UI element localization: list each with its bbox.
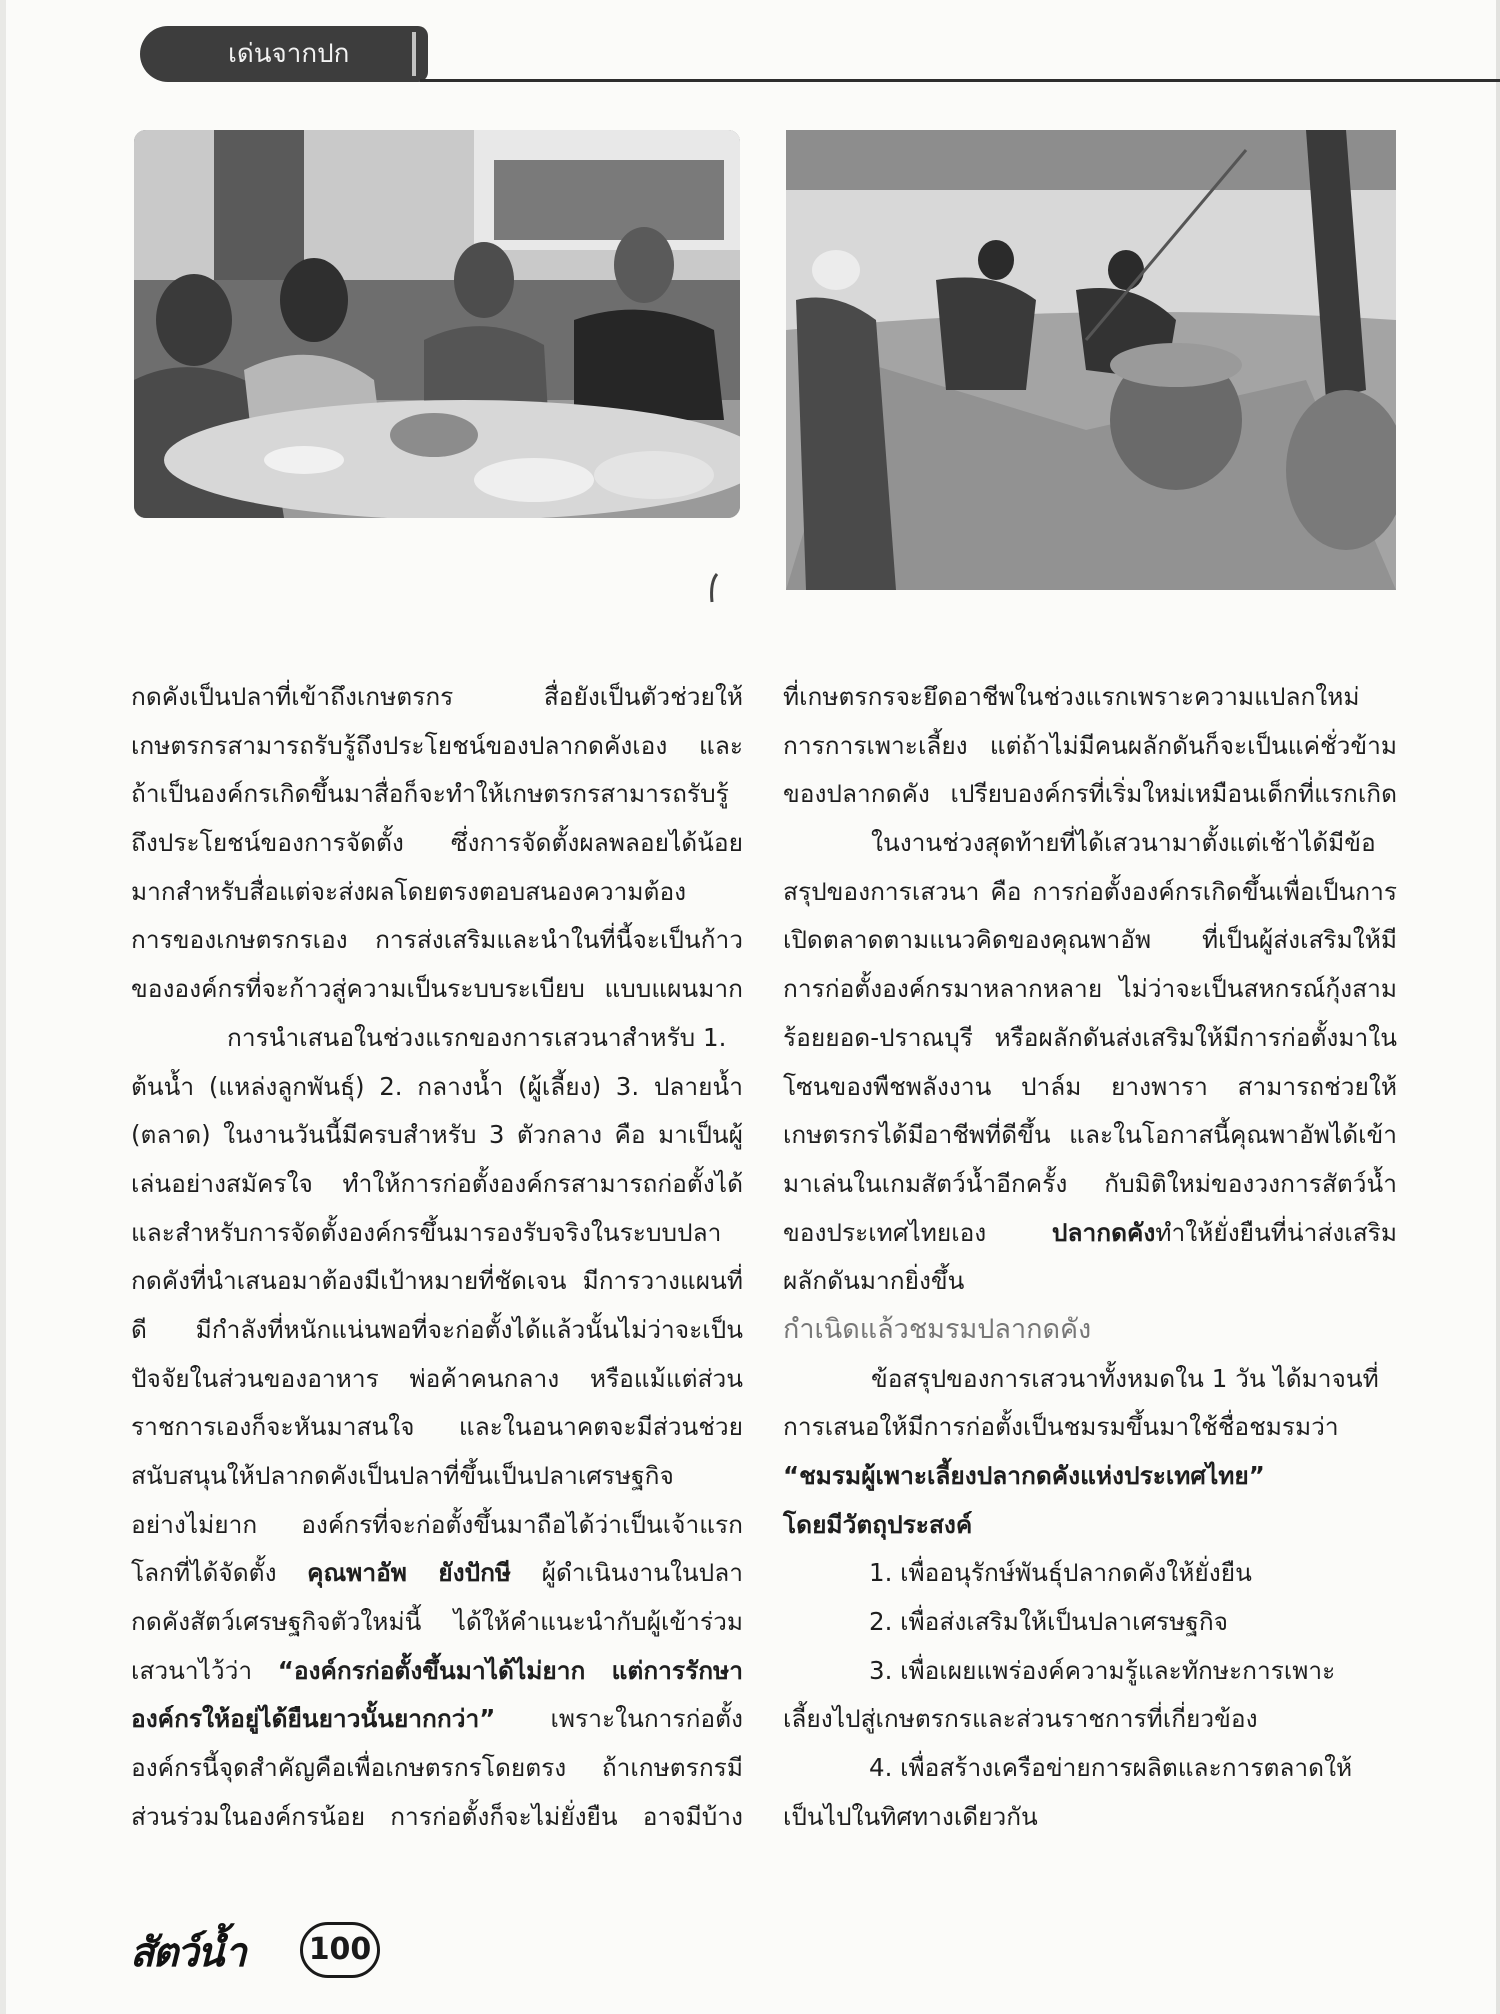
text-run: ถ้าเป็นองค์กรเกิดขึ้นมาสื่อก็จะทำให้เกษตรกรสามารถรับรู้ — [131, 779, 729, 809]
meeting-photo — [134, 130, 740, 518]
text-line — [131, 770, 743, 819]
text-line — [131, 868, 743, 917]
text-run: ส่วนร่วมในองค์กรน้อย การก่อตั้งก็จะไม่ยั่งยืน อาจมีบ้าง — [131, 1801, 743, 1831]
text-run: ข้อสรุปของการเสวนาทั้งหมดใน 1 วัน ได้มาจนที่ — [871, 1363, 1379, 1393]
text-line — [783, 1647, 1397, 1696]
text-run: ในงานช่วงสุดท้ายที่ได้เสวนามาตั้งแต่เช้าได้มีข้อ — [871, 828, 1376, 858]
text-line — [131, 1793, 743, 1842]
text-line — [131, 1647, 743, 1696]
text-run: เสวนาไว้ว่า — [131, 1655, 278, 1685]
text-line — [783, 1452, 1397, 1501]
text-line — [783, 1793, 1397, 1842]
text-run: เกษตรกรได้มีอาชีพที่ดีขึ้น และในโอกาสนี้คุณพาอัพได้เข้า — [783, 1120, 1397, 1150]
text-run: การเสนอให้มีการก่อตั้งเป็นชมรมขึ้นมาใช้ชื่อชมรมว่า — [783, 1412, 1339, 1442]
text-run: ปัจจัยในส่วนของอาหาร พ่อค้าคนกลาง หรือแม้แต่ส่วน — [131, 1363, 743, 1393]
text-line — [131, 916, 743, 965]
text-run: 3. เพื่อเผยแพร่องค์ความรู้และทักษะการเพาะ — [869, 1655, 1336, 1685]
article-column-right — [783, 673, 1397, 1842]
text-line — [131, 1598, 743, 1647]
text-line — [783, 1160, 1397, 1209]
text-run: ผู้ดำเนินงานในปลา — [511, 1558, 743, 1588]
text-run: สนับสนุนให้ปลากดคังเป็นปลาที่ขึ้นเป็นปลาเศรษฐกิจ — [131, 1461, 674, 1490]
text-run: ของปลากดคัง เปรียบองค์กรที่เริ่มใหม่เหมือนเด็กที่แรกเกิด — [783, 779, 1397, 809]
text-run: การก่อตั้งองค์กรมาหลากหลาย ไม่ว่าจะเป็นสหกรณ์กุ้งสาม — [783, 974, 1397, 1004]
text-run: กดคังเป็นปลาที่เข้าถึงเกษตรกร สื่อยังเป็นตัวช่วยให้ — [131, 682, 743, 711]
bold-run: คุณพาอัพ ยังปักษี — [307, 1558, 512, 1588]
text-line — [783, 770, 1397, 819]
text-line — [783, 868, 1397, 917]
text-run: ราชการเองก็จะหันมาสนใจ และในอนาคตจะมีส่วนช่วย — [131, 1412, 743, 1442]
text-run: โลกที่ได้จัดตั้ง — [131, 1558, 308, 1588]
text-line — [783, 1257, 1397, 1306]
text-run: และสำหรับการจัดตั้งองค์กรขึ้นมารองรับจริงในระบบปลา — [131, 1217, 722, 1247]
text-line — [131, 1209, 743, 1258]
text-run: เกษตรกรสามารถรับรู้ถึงประโยชน์ของปลากดคังเอง และ — [131, 730, 743, 760]
article-column-left — [131, 673, 743, 1842]
text-line — [131, 1355, 743, 1404]
text-run: (ตลาด) ในงานวันนี้มีครบสำหรับ 3 ตัวกลาง คือ มาเป็นผู้ — [131, 1120, 743, 1150]
text-line — [131, 1501, 743, 1550]
text-run: กำเนิดแล้วชมรมปลากดคัง — [783, 1313, 1092, 1345]
sub-heading — [783, 1306, 1397, 1355]
text-run: ผลักดันมากยิ่งขึ้น — [783, 1266, 965, 1296]
text-line — [131, 965, 743, 1014]
fishermen-photo — [786, 130, 1396, 590]
page-edge-left — [0, 0, 6, 2014]
text-run: กดคังที่นำเสนอมาต้องมีเป้าหมายที่ชัดเจน มีการวางแผนที่ — [131, 1266, 743, 1296]
text-run: องค์กรนี้จุดสำคัญคือเพื่อเกษตรกรโดยตรง ถ้าเกษตรกรมี — [131, 1753, 743, 1783]
text-line — [783, 1209, 1397, 1258]
text-run: ดี มีกำลังที่หนักแน่นพอที่จะก่อตั้งได้แล้วนั้นไม่ว่าจะเป็น — [131, 1314, 743, 1344]
text-run: เพราะในการก่อตั้ง — [495, 1704, 743, 1734]
text-line — [131, 1695, 743, 1744]
text-line — [783, 1695, 1397, 1744]
text-run: มากสำหรับสื่อแต่จะส่งผลโดยตรงตอบสนองความต้อง — [131, 876, 687, 906]
section-tab: เด่นจากปก — [140, 26, 428, 82]
text-line — [783, 819, 1397, 868]
text-line — [783, 1501, 1397, 1550]
text-run: การนำเสนอในช่วงแรกของการเสวนาสำหรับ 1. — [227, 1022, 727, 1052]
text-run: ร้อยยอด-ปราณบุรี หรือผลักดันส่งเสริมให้มีการก่อตั้งมาใน — [783, 1022, 1397, 1052]
text-run: โซนของพืชพลังงาน ปาล์ม ยางพารา สามารถช่วยให้ — [783, 1071, 1397, 1101]
text-line — [783, 673, 1397, 722]
text-run: การการเพาะเลี้ยง แต่ถ้าไม่มีคนผลักดันก็จะเป็นแค่ชั่วข้าม — [783, 730, 1397, 760]
bold-run: “ชมรมผู้เพาะเลี้ยงปลากดคังแห่งประเทศไทย” — [783, 1461, 1265, 1490]
text-line — [131, 1744, 743, 1793]
text-run: การของเกษตรกรเอง การส่งเสริมและนำในที่นี้จะเป็นก้าว — [131, 925, 743, 955]
text-line — [131, 1306, 743, 1355]
text-line — [131, 1063, 743, 1112]
bold-run: ปลากดคัง — [1051, 1217, 1156, 1247]
text-line — [783, 1063, 1397, 1112]
text-line — [131, 819, 743, 868]
text-line — [783, 1549, 1397, 1598]
text-run: อย่างไม่ยาก องค์กรที่จะก่อตั้งขึ้นมาถือได้ว่าเป็นเจ้าแรก — [131, 1509, 743, 1539]
text-run: 4. เพื่อสร้างเครือข่ายการผลิตและการตลาดให้ — [869, 1753, 1353, 1783]
text-line — [783, 1111, 1397, 1160]
text-line — [783, 1355, 1397, 1404]
header-rule — [420, 79, 1500, 82]
text-run: ถึงประโยชน์ของการจัดตั้ง ซึ่งการจัดตั้งผลพลอยได้น้อย — [131, 828, 743, 858]
text-run: ที่เกษตรกรจะยึดอาชีพในช่วงแรกเพราะความแปลกใหม่ — [783, 682, 1360, 711]
text-run: ขององค์กรที่จะก้าวสู่ความเป็นระบบระเบียบ แบบแผนมาก — [131, 974, 743, 1004]
text-line — [131, 1160, 743, 1209]
text-run: ทำให้ยั่งยืนที่น่าส่งเสริม — [1155, 1217, 1397, 1247]
text-line — [131, 1014, 743, 1063]
text-run: เป็นไปในทิศทางเดียวกัน — [783, 1801, 1038, 1831]
text-line — [783, 722, 1397, 771]
text-run: กดคังสัตว์เศรษฐกิจตัวใหม่นี้ ได้ให้คำแนะนำกับผู้เข้าร่วม — [131, 1607, 743, 1637]
magazine-logo: สัตว์น้ำ — [130, 1930, 245, 1976]
text-line — [783, 1403, 1397, 1452]
text-run: สรุปของการเสวนา คือ การก่อตั้งองค์กรเกิดขึ้นเพื่อเป็นการ — [783, 876, 1397, 906]
scratch-mark — [708, 572, 720, 604]
bold-run: “องค์กรก่อตั้งขึ้นมาได้ไม่ยาก แต่การรักษา — [277, 1655, 743, 1685]
text-line — [131, 1549, 743, 1598]
text-line — [131, 722, 743, 771]
text-run: เลี้ยงไปสู่เกษตรกรและส่วนราชการที่เกี่ยวข้อง — [783, 1704, 1258, 1734]
text-run: 2. เพื่อส่งเสริมให้เป็นปลาเศรษฐกิจ — [869, 1607, 1229, 1637]
text-line — [783, 965, 1397, 1014]
text-line — [131, 1257, 743, 1306]
text-line — [131, 1403, 743, 1452]
text-run: 1. เพื่ออนุรักษ์พันธุ์ปลากดคังให้ยั่งยืน — [869, 1558, 1252, 1588]
text-line — [783, 1598, 1397, 1647]
text-line — [131, 1111, 743, 1160]
bold-run: โดยมีวัตถุประสงค์ — [783, 1509, 973, 1539]
text-run: เล่นอย่างสมัครใจ ทำให้การก่อตั้งองค์กรสามารถก่อตั้งได้ — [131, 1168, 743, 1198]
text-line — [131, 673, 743, 722]
text-run: เปิดตลาดตามแนวคิดของคุณพาอัพ ที่เป็นผู้ส่งเสริมให้มี — [783, 925, 1397, 955]
text-line — [783, 1014, 1397, 1063]
text-run: มาเล่นในเกมสัตว์น้ำอีกครั้ง กับมิติใหม่ของวงการสัตว์น้ำ — [783, 1168, 1397, 1198]
text-line — [783, 1744, 1397, 1793]
page-number: 100 — [300, 1922, 380, 1978]
text-line — [783, 916, 1397, 965]
text-run: ต้นน้ำ (แหล่งลูกพันธุ์) 2. กลางน้ำ (ผู้เลี้ยง) 3. ปลายน้ำ — [131, 1071, 743, 1101]
text-line — [131, 1452, 743, 1501]
bold-run: องค์กรให้อยู่ได้ยืนยาวนั้นยากกว่า” — [131, 1704, 496, 1734]
text-run: ของประเทศไทยเอง — [783, 1217, 1052, 1247]
page-edge-right — [1496, 0, 1500, 2014]
